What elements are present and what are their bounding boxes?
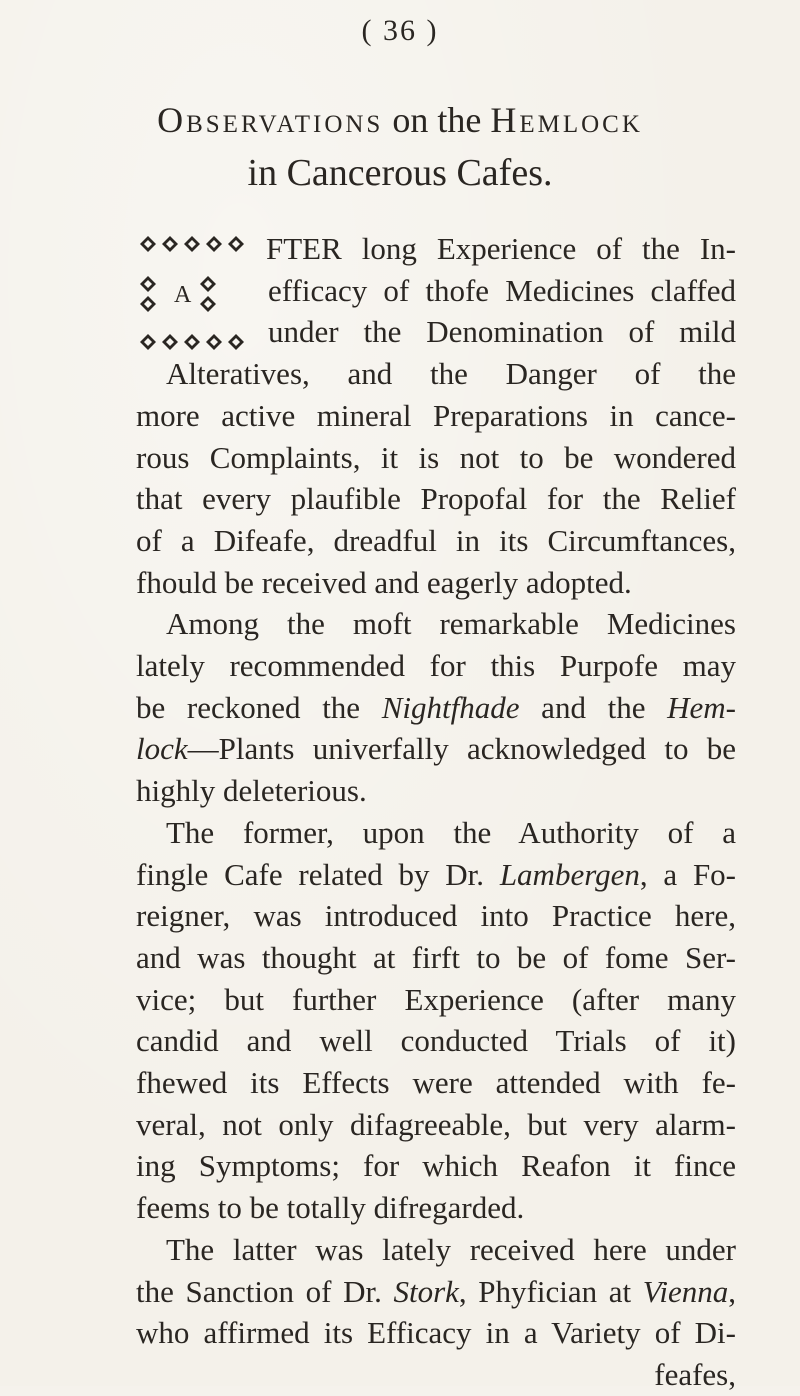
- text-line: FTER long Experience of the In-: [266, 231, 736, 266]
- text-line: efficacy of thofe Medicines claffed: [268, 272, 736, 308]
- italic-run-lambergen: Lambergen: [499, 856, 640, 892]
- text-line: Alteratives, and the Danger of the: [166, 356, 736, 392]
- chapter-heading: [0, 100, 800, 140]
- heading-on-the: on the: [383, 100, 491, 140]
- text-line: candid and well conducted Trials of it): [136, 1023, 736, 1059]
- text-line: and was thought at firft to be of fome Ser-: [136, 939, 736, 975]
- text-line: [136, 1271, 736, 1313]
- italic-run-stork: Stork: [393, 1273, 459, 1309]
- text-line: fhewed its Effects were attended with fe-: [136, 1065, 736, 1101]
- body-text: [136, 228, 736, 1396]
- text-line: feems to be totally difregarded.: [136, 1190, 525, 1226]
- text-run: , Phyfician at: [458, 1273, 643, 1309]
- text-run: , a Fo-: [639, 856, 737, 892]
- text-run: and the: [519, 689, 668, 725]
- text-line: who affirmed its Efficacy in a Variety of Di-: [136, 1315, 736, 1351]
- heading-hemlock: Hemlock: [490, 100, 643, 140]
- text-line: lately recommended for this Purpofe may: [136, 648, 736, 684]
- text-line: The former, upon the Authority of a: [166, 814, 736, 850]
- text-line: under the Denomination of mild: [268, 314, 736, 350]
- text-run: ,: [728, 1273, 736, 1309]
- page-number: ( 36 ): [361, 14, 439, 47]
- text-line: rous Complaints, it is not to be wondered: [136, 439, 736, 475]
- text-line: of a Difeafe, dreadful in its Circumftances,: [136, 522, 736, 558]
- text-line: feafes,: [654, 1356, 736, 1392]
- text-line: [136, 687, 736, 729]
- text-line: that every plaufible Propofal for the Relief: [136, 481, 736, 517]
- italic-run-nightshade: Nightfhade: [381, 689, 520, 725]
- heading-observations: Observations: [157, 100, 384, 140]
- text-line: vice; but further Experience (after many: [136, 981, 736, 1017]
- italic-run-hemlock: Hem-: [667, 689, 736, 725]
- text-run: —Plants univerfally acknowledged to be: [187, 731, 736, 767]
- text-line: ing Symptoms; for which Reafon it fince: [136, 1148, 736, 1184]
- text-run: the Sanction of Dr.: [136, 1273, 394, 1309]
- text-line: highly deleterious.: [136, 773, 367, 809]
- italic-run-vienna: Vienna: [642, 1273, 729, 1309]
- chapter-subheading: in Cancerous Cafes.: [247, 152, 553, 194]
- text-line: [136, 854, 736, 896]
- text-line: veral, not only difagreeable, but very alarm-: [136, 1106, 736, 1142]
- text-line: fhould be received and eagerly adopted.: [136, 564, 632, 600]
- text-run: be reckoned the: [136, 689, 382, 725]
- text-run: fingle Cafe related by Dr.: [136, 856, 500, 892]
- text-line: The latter was lately received here under: [166, 1231, 736, 1267]
- text-line: Among the moft remarkable Medicines: [166, 606, 736, 642]
- italic-run-lock: lock: [136, 731, 188, 767]
- text-line: [136, 728, 736, 770]
- drop-cap-letter: A: [174, 282, 192, 308]
- text-line: reigner, was introduced into Practice here,: [136, 898, 736, 934]
- text-line: more active mineral Preparations in cance-: [136, 397, 736, 433]
